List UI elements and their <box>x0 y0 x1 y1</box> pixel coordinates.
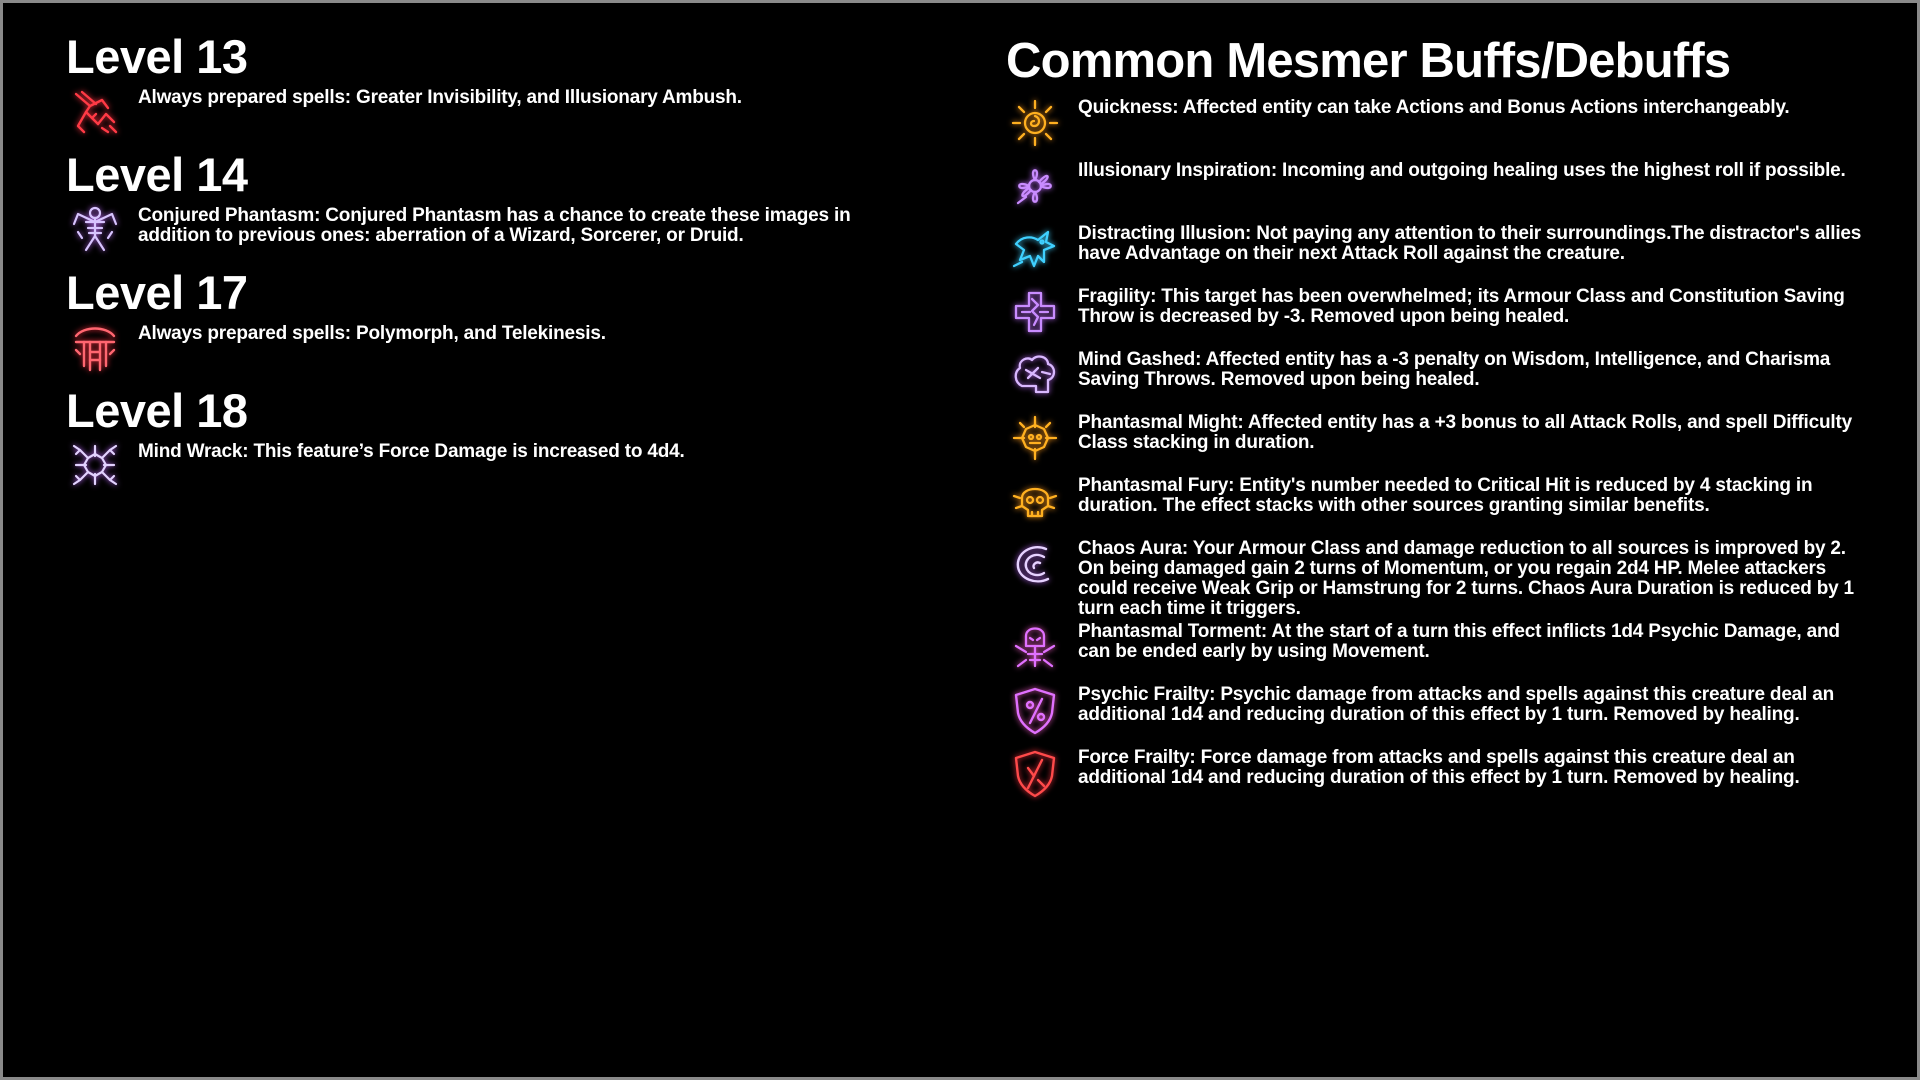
level-feature-text: Mind Wrack: This feature’s Force Damage is increased to 4d4. <box>138 441 685 462</box>
phantasmal-torment-icon <box>1006 618 1064 676</box>
level-title: Level 18 <box>66 384 248 437</box>
buff-text: Fragility: This target has been overwhelmed; its Armour Class and Constitution Saving Throw is decreased by -3. Removed upon being healed. <box>1078 286 1845 327</box>
mind-gashed-icon <box>1006 346 1064 404</box>
buff-text: Phantasmal Torment: At the start of a turn this effect inflicts 1d4 Psychic Damage, and can be ended early by using Movement. <box>1078 621 1840 662</box>
section-title: Common Mesmer Buffs/Debuffs <box>1006 34 1731 88</box>
buff-item-mind-gashed <box>1006 346 1866 409</box>
quickness-icon <box>1006 94 1064 152</box>
buff-item-fragility <box>1006 283 1866 346</box>
level-feature-row <box>66 200 926 258</box>
force-frailty-icon <box>1006 744 1064 802</box>
level-14-section <box>66 150 926 268</box>
buff-item-phantasmal-torment <box>1006 618 1866 681</box>
buff-item-phantasmal-might <box>1006 409 1866 472</box>
fragility-icon <box>1006 283 1064 341</box>
buff-item-psychic-frailty <box>1006 681 1866 744</box>
level-feature-row <box>66 436 926 494</box>
phantasm-figure-icon <box>66 200 124 258</box>
buff-item-chaos-aura <box>1006 535 1866 618</box>
chaos-aura-icon <box>1006 535 1064 593</box>
level-title: Level 13 <box>66 30 248 83</box>
levels-column <box>66 32 926 504</box>
buff-text: Phantasmal Might: Affected entity has a +3 bonus to all Attack Rolls, and spell Difficulty Class stacking in duration. <box>1078 412 1852 453</box>
distracting-illusion-icon <box>1006 220 1064 278</box>
level-feature-text: Conjured Phantasm: Conjured Phantasm has a chance to create these images in addition to previous ones: aberration of a Wizard, Sorcerer, or Druid. <box>138 205 851 246</box>
buff-text: Force Frailty: Force damage from attacks and spells against this creature deal an additional 1d4 and reducing duration of this effect by 1 turn. Removed by healing. <box>1078 747 1800 788</box>
buff-text: Illusionary Inspiration: Incoming and outgoing healing uses the highest roll if possible. <box>1078 160 1846 181</box>
polymorph-icon <box>66 318 124 376</box>
invisible-figure-icon <box>66 82 124 140</box>
level-feature-row <box>66 318 926 376</box>
level-title: Level 14 <box>66 148 248 201</box>
buff-item-force-frailty <box>1006 744 1866 807</box>
level-feature-text: Always prepared spells: Greater Invisibility, and Illusionary Ambush. <box>138 87 742 108</box>
level-feature-text: Always prepared spells: Polymorph, and Telekinesis. <box>138 323 606 344</box>
buff-item-illusionary-inspiration <box>1006 157 1866 220</box>
level-title: Level 17 <box>66 266 248 319</box>
buff-text: Phantasmal Fury: Entity's number needed to Critical Hit is reduced by 4 stacking in duration. The effect stacks with other sources granting similar benefits. <box>1078 475 1813 516</box>
level-13-section <box>66 32 926 150</box>
level-feature-row <box>66 82 926 140</box>
buff-item-quickness <box>1006 94 1866 157</box>
level-17-section <box>66 268 926 386</box>
buffs-column <box>1006 34 1866 807</box>
mind-wrack-icon <box>66 436 124 494</box>
buff-text: Psychic Frailty: Psychic damage from attacks and spells against this creature deal an additional 1d4 and reducing duration of this effect by 1 turn. Removed by healing. <box>1078 684 1834 725</box>
phantasmal-might-icon <box>1006 409 1064 467</box>
illusionary-inspiration-icon <box>1006 157 1064 215</box>
buff-text: Distracting Illusion: Not paying any attention to their surroundings.The distractor's allies have Advantage on their next Attack Roll against the creature. <box>1078 223 1862 264</box>
level-18-section <box>66 386 926 504</box>
buff-item-phantasmal-fury <box>1006 472 1866 535</box>
buff-text: Mind Gashed: Affected entity has a -3 penalty on Wisdom, Intelligence, and Charisma Saving Throws. Removed upon being healed. <box>1078 349 1831 390</box>
buff-item-distracting-illusion <box>1006 220 1866 283</box>
buff-text: Quickness: Affected entity can take Actions and Bonus Actions interchangeably. <box>1078 97 1790 118</box>
phantasmal-fury-icon <box>1006 472 1064 530</box>
buff-text: Chaos Aura: Your Armour Class and damage reduction to all sources is improved by 2. On being damaged gain 2 turns of Momentum, or you regain 2d4 HP. Melee attackers could receive Weak Grip or Hamstrung for 2 turns. Chaos Aura Duration is reduced by 1 turn each time it triggers. <box>1078 538 1854 619</box>
psychic-frailty-icon <box>1006 681 1064 739</box>
